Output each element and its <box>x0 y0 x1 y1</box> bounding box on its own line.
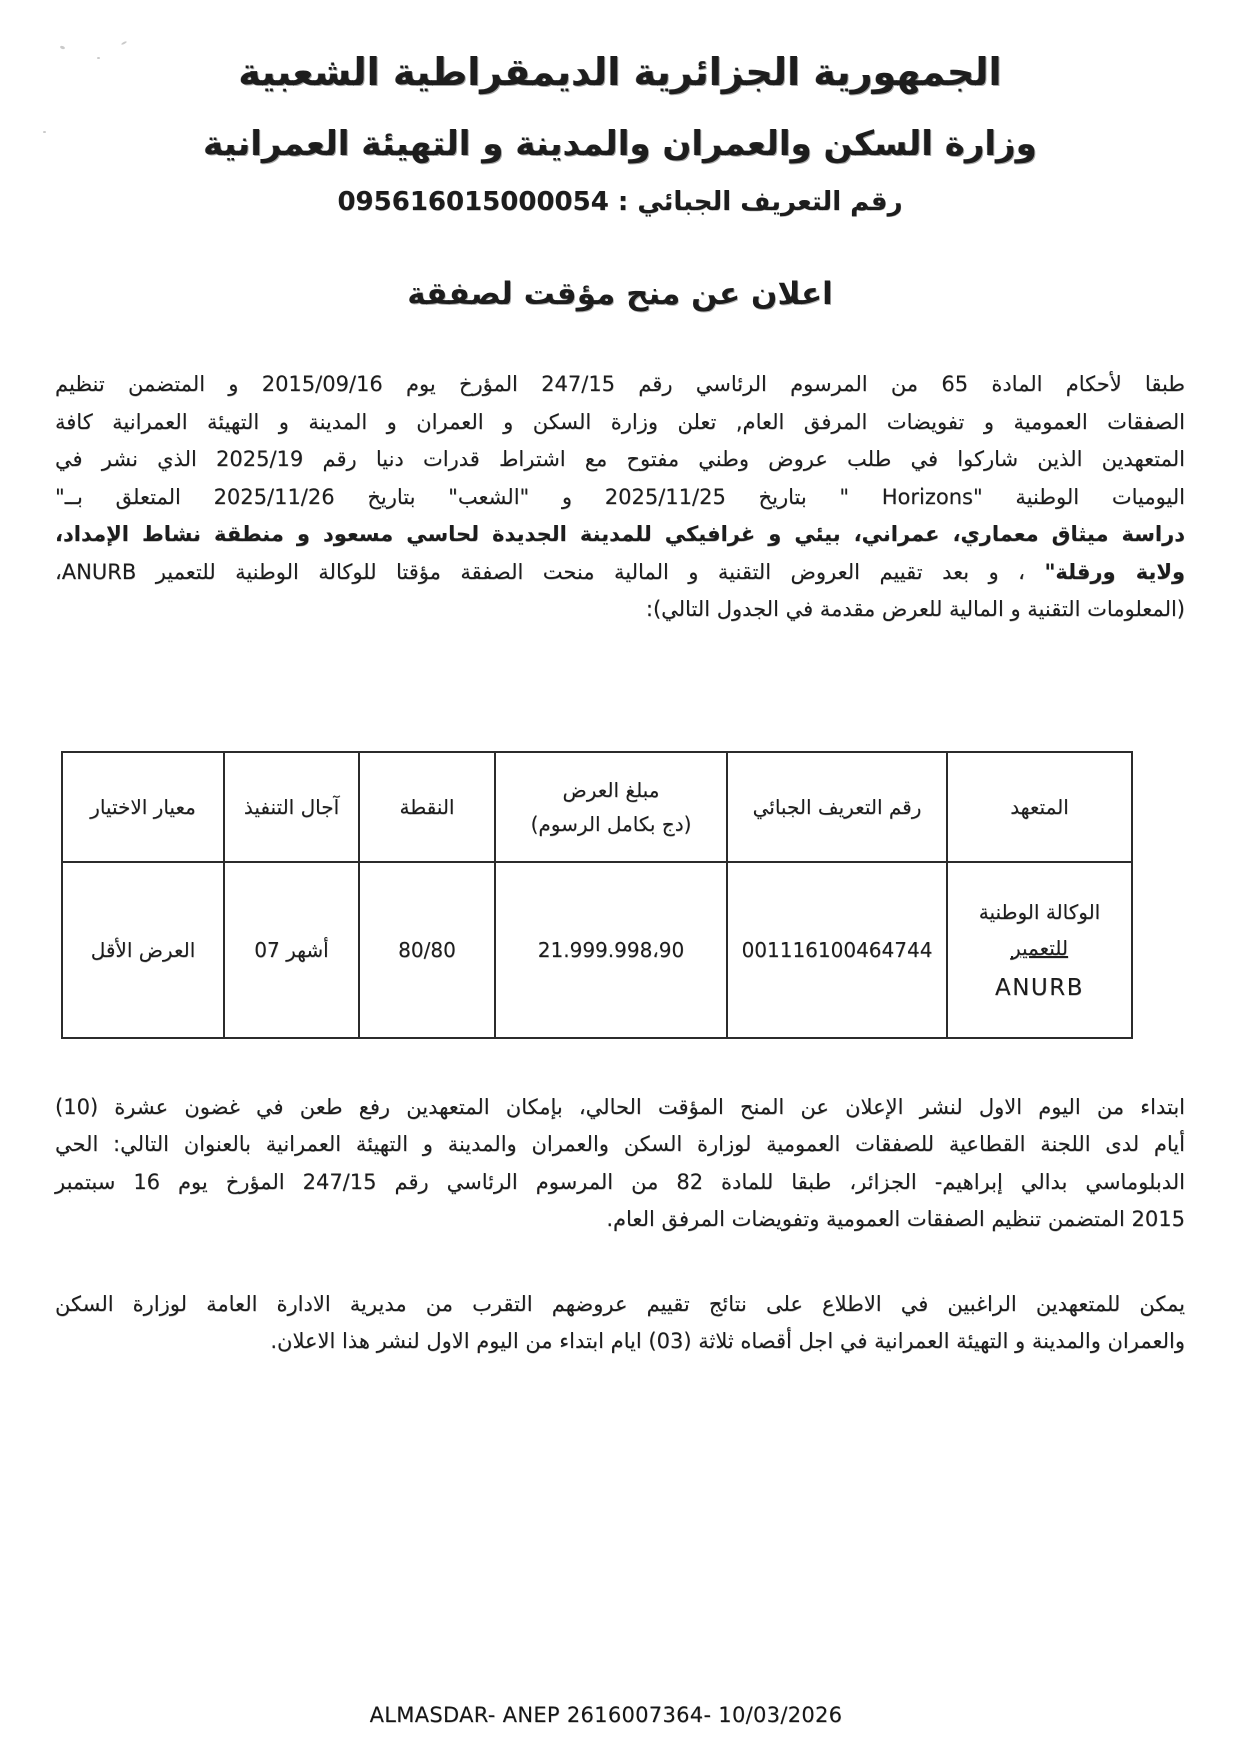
cell-score: 80/80 <box>359 862 495 1038</box>
cell-bidder <box>947 862 1132 1038</box>
appeal-line-3: الدبلوماسي بدالي إبراهيم- الجزائر، طبقا للمادة 82 من المرسوم الرئاسي رقم 247/15 المؤرخ يوم 16 سبتمبر <box>55 1169 1185 1194</box>
footer-anep-line: ALMASDAR- ANEP 2616007364- 10/03/2026 <box>369 1703 843 1727</box>
bidder-acronym: ANURB <box>994 974 1085 1001</box>
intro-paragraph <box>55 366 1185 629</box>
table-header-row <box>62 752 1132 862</box>
announcement-title: اعلان عن منح مؤقت لصفقة <box>407 276 833 312</box>
cell-criterion: العرض الأقل <box>62 862 224 1038</box>
table-row <box>62 862 1132 1038</box>
scan-speck <box>43 131 46 133</box>
cell-tax-id: 001116100464744 <box>727 862 947 1038</box>
col-header-criterion: معيار الاختيار <box>62 752 224 862</box>
project-title-bold: دراسة ميثاق معماري، عمراني، بيئي و غرافيكي للمدينة الجديدة لحاسي مسعود و منطقة نشاط الإمداد، <box>55 522 1185 546</box>
intro-line-6-rest: ، و بعد تقييم العروض التقنية و المالية منحت الصفقة مؤقتا للوكالة الوطنية للتعمير ANURB، <box>55 559 1045 584</box>
appeal-line-4: 2015 المتضمن تنظيم الصفقات العمومية وتفويضات المرفق العام. <box>606 1207 1185 1231</box>
col-header-score: النقطة <box>359 752 495 862</box>
col-header-amount-line1: مبلغ العرض <box>562 777 660 802</box>
award-table <box>61 751 1133 1039</box>
col-header-amount <box>495 752 727 862</box>
cell-amount: 21.999.998،90 <box>495 862 727 1038</box>
results-paragraph <box>55 1286 1185 1361</box>
tax-id-line: رقم التعريف الجبائي : 095616015000054 <box>337 187 903 217</box>
intro-line-6 <box>55 554 1185 592</box>
ministry-line: وزارة السكن والعمران والمدينة و التهيئة العمرانية <box>203 124 1037 164</box>
appeal-paragraph <box>55 1089 1185 1239</box>
intro-line-2: الصفقات العمومية و تفويضات المرفق العام, تعلن وزارة السكن و العمران و المدينة و التهيئة العمرانية كافة <box>55 409 1185 434</box>
cell-deadline: 07 أشهر <box>224 862 359 1038</box>
results-line-2: والعمران والمدينة و التهيئة العمرانية في اجل أقصاه ثلاثة (03) ايام ابتداء من اليوم الاول لنشر هذا الاعلان. <box>270 1329 1185 1353</box>
col-header-amount-line2: (دج بكامل الرسوم) <box>530 811 692 836</box>
col-header-deadline: آجال التنفيذ <box>224 752 359 862</box>
intro-line-7: (المعلومات التقنية و المالية للعرض مقدمة في الجدول التالي): <box>645 597 1185 621</box>
intro-line-4: اليوميات الوطنية "Horizons " بتاريخ 2025/11/25 و "الشعب" بتاريخ 2025/11/26 المتعلق بــ" <box>55 484 1185 509</box>
republic-line: الجمهورية الجزائرية الديمقراطية الشعبية <box>238 50 1002 94</box>
intro-line-1: طبقا لأحكام المادة 65 من المرسوم الرئاسي رقم 247/15 المؤرخ يوم 2015/09/16 و المتضمن تنظيم <box>55 372 1186 396</box>
appeal-line-2: أيام لدى اللجنة القطاعية للصفقات العمومية لوزارة السكن والعمران والمدينة و التهيئة العمرانية بالعنوان التالي: الحي <box>55 1132 1185 1156</box>
document-header <box>55 0 1185 220</box>
col-header-bidder: المتعهد <box>947 752 1132 862</box>
scan-speck <box>97 57 100 59</box>
wilaya-bold: ولاية ورقلة" <box>1044 559 1186 584</box>
bidder-name-line2: للتعمير <box>1010 935 1069 960</box>
results-line-1: يمكن للمتعهدين الراغبين في الاطلاع على نتائج تقييم عروضهم التقرب من مديرية الادارة العامة لوزارة السكن <box>55 1291 1185 1316</box>
col-header-tax-id: رقم التعريف الجبائي <box>727 752 947 862</box>
intro-line-3: المتعهدين الذين شاركوا في طلب عروض وطني مفتوح مع اشتراط قدرات دنيا رقم 2025/19 الذي نشر في <box>55 447 1185 471</box>
bidder-name-line1: الوكالة الوطنية <box>978 899 1101 924</box>
appeal-line-1: ابتداء من اليوم الاول لنشر الإعلان عن المنح المؤقت الحالي، بإمكان المتعهدين رفع طعن في غضون عشرة (10) <box>55 1094 1185 1119</box>
